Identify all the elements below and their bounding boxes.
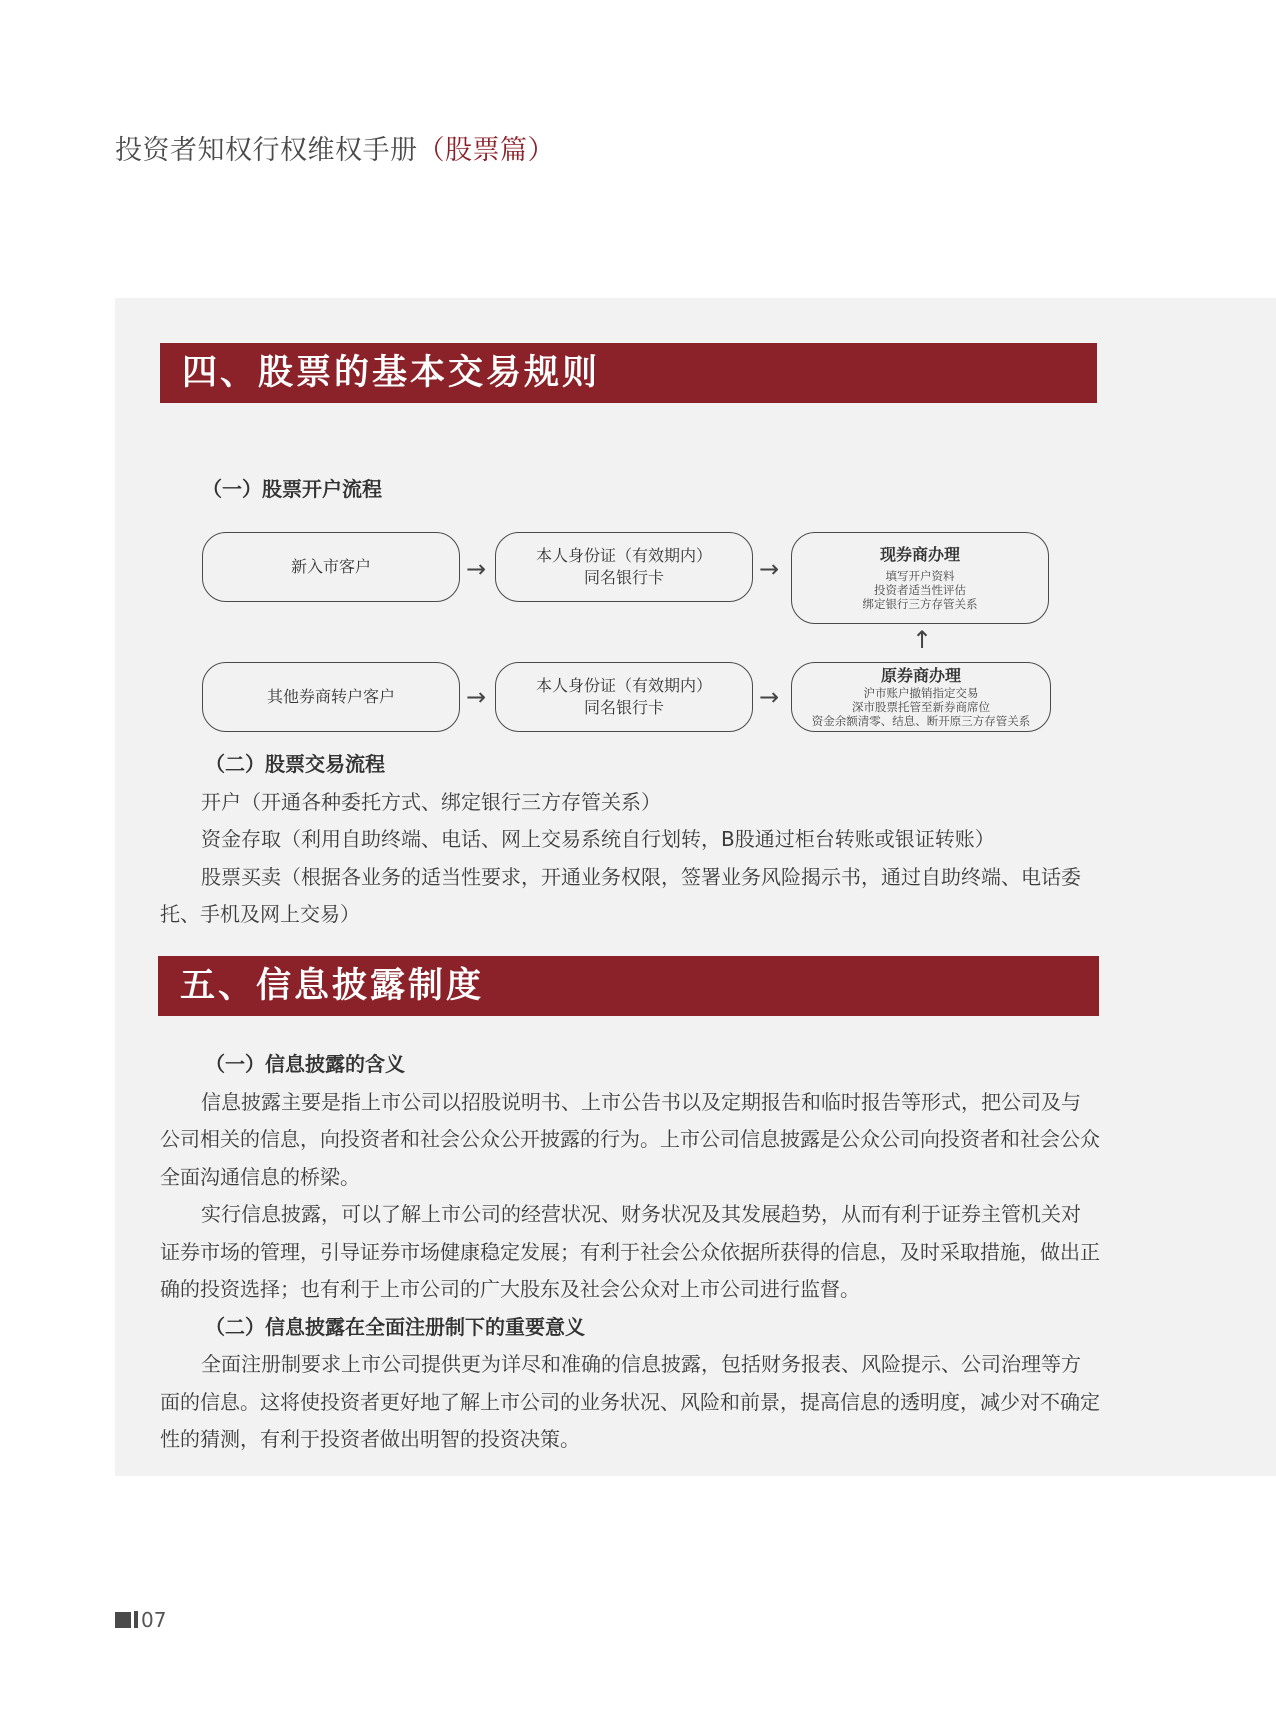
flow-arrow-right-icon: → [759, 555, 780, 583]
flow-box-current-broker [791, 532, 1049, 624]
flow-arrow-up-icon: ↑ [912, 626, 933, 654]
flow-box-other-customer [202, 662, 460, 732]
flow-arrow-right-icon: → [466, 683, 487, 711]
page-number [115, 1608, 166, 1632]
flow-box-detail: 填写开户资料 [885, 569, 955, 583]
paragraph: 全面注册制要求上市公司提供更为详尽和准确的信息披露，包括财务报表、风险提示、公司治理等方面的信息。这将使投资者更好地了解上市公司的业务状况、风险和前景，提高信息的透明度，减少对不确定性的猜测，有利于投资者做出明智的投资决策。 [160, 1352, 1100, 1451]
trading-step: 资金存取（利用自助终端、电话、网上交易系统自行划转，B股通过柜台转账或银证转账） [201, 827, 995, 851]
flow-box-detail: 投资者适当性评估 [874, 583, 966, 597]
section-4-subheading-2: （二）股票交易流程 [205, 752, 385, 776]
flow-box-detail: 沪市账户撤销指定交易 [863, 686, 979, 700]
page-marker-icon [115, 1612, 131, 1628]
flow-box-detail: 深市股票托管至新券商席位 [852, 700, 990, 714]
page-number-text: 07 [141, 1608, 167, 1632]
section-5-subheading-2: （二）信息披露在全面注册制下的重要意义 [205, 1314, 585, 1339]
flow-box-id-card-2 [495, 662, 753, 732]
paragraph: 信息披露主要是指上市公司以招股说明书、上市公告书以及定期报告和临时报告等形式，把公司及与公司相关的信息，向投资者和社会公众公开披露的行为。上市公司信息披露是公众公司向投资者和社会公众全面沟通信息的桥梁。 [160, 1089, 1100, 1189]
trading-step: 股票买卖（根据各业务的适当性要求，开通业务权限，签署业务风险揭示书，通过自助终端、电话委托、手机及网上交易） [160, 864, 1081, 926]
disclosure-body [160, 1046, 1100, 1459]
flow-box-label: 新入市客户 [290, 557, 371, 576]
flow-arrow-right-icon: → [759, 683, 780, 711]
flow-box-new-customer [202, 532, 460, 602]
flow-box-detail: 绑定银行三方存管关系 [862, 597, 978, 611]
flow-box-title: 原券商办理 [880, 666, 961, 685]
document-title-accent: （股票篇） [417, 135, 555, 166]
flow-box-label: 其他券商转户客户 [266, 687, 395, 706]
flow-box-original-broker [791, 662, 1051, 732]
flow-box-detail: 资金余额清零、结息、断开原三方存管关系 [811, 714, 1031, 728]
section-5-banner: 五、信息披露制度 [158, 956, 1099, 1016]
flow-arrow-right-icon: → [466, 555, 487, 583]
flow-box-title: 现券商办理 [879, 545, 960, 564]
flow-box-id-card-1 [495, 532, 753, 602]
flow-box-line: 同名银行卡 [583, 698, 664, 717]
flow-box-line: 本人身份证（有效期内） [535, 546, 712, 565]
trading-process [160, 746, 1100, 934]
section-5-subheading-1: （一）信息披露的含义 [205, 1052, 405, 1076]
document-title-main: 投资者知权行权维权手册 [115, 135, 418, 166]
paragraph: 实行信息披露，可以了解上市公司的经营状况、财务状况及其发展趋势，从而有利于证券主管机关对证券市场的管理，引导证券市场健康稳定发展；有利于社会公众依据所获得的信息，及时采取措施，做出正确的投资选择；也有利于上市公司的广大股东及社会公众对上市公司进行监督。 [160, 1202, 1100, 1301]
trading-step: 开户（开通各种委托方式、绑定银行三方存管关系） [201, 789, 661, 814]
flow-box-line: 本人身份证（有效期内） [535, 676, 712, 695]
document-title [115, 128, 555, 167]
page-divider-icon [134, 1611, 138, 1628]
section-4-banner: 四、股票的基本交易规则 [160, 343, 1097, 403]
section-4-subheading-1: （一）股票开户流程 [202, 477, 382, 501]
flow-box-line: 同名银行卡 [583, 568, 664, 587]
